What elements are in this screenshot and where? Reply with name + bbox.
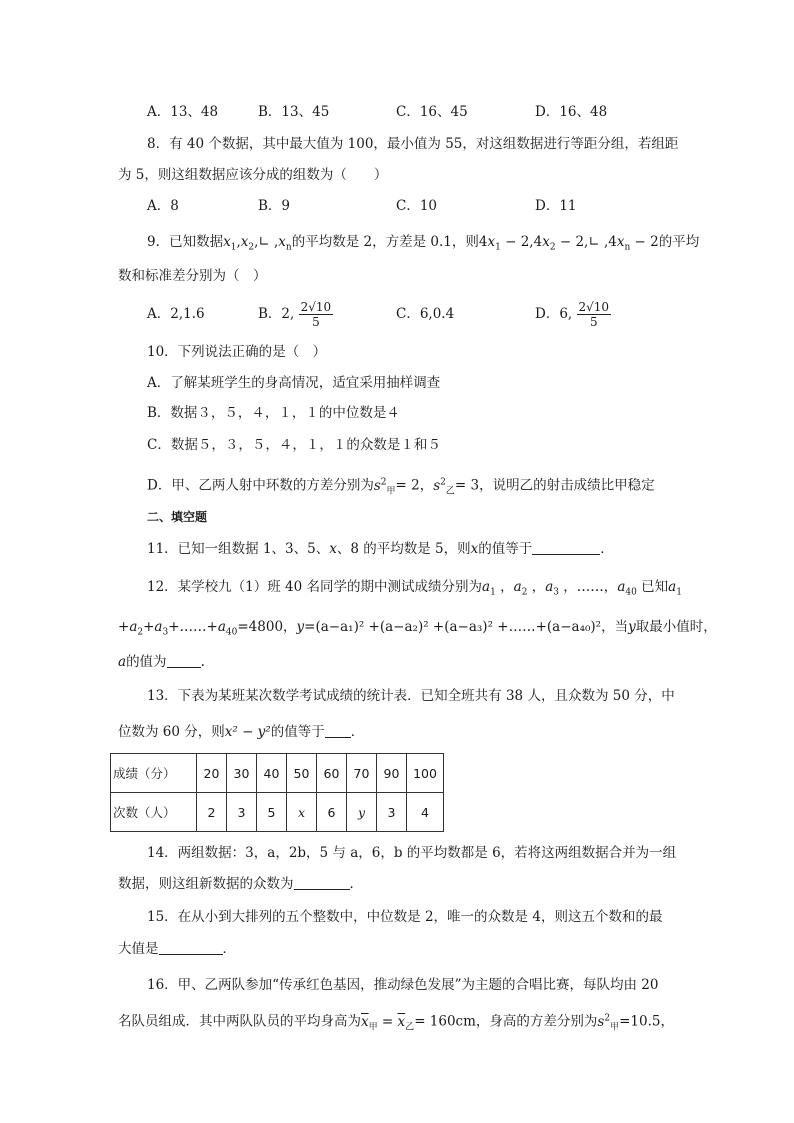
q14-stem-line1: 14．两组数据：3，a，2b，5 与 a，6，b 的平均数都是 6，若将这两组数据合并为一组 bbox=[147, 845, 677, 861]
q16-stem-line2 bbox=[118, 1008, 674, 1037]
q8-option-d: D．11 bbox=[535, 198, 577, 214]
q10-option-d bbox=[147, 472, 655, 501]
q9-prefix: 9．已知数据 bbox=[147, 234, 224, 250]
q9-option-b bbox=[258, 295, 333, 333]
q12-line1: 12．某学校九（1）班 40 名同学的期中测试成绩分别为 bbox=[147, 579, 483, 595]
table-cell: 30 bbox=[227, 754, 257, 793]
q12-answer-blank[interactable] bbox=[167, 653, 201, 668]
q15-line2: 大值是 bbox=[118, 941, 159, 957]
q15-stem-line2 bbox=[118, 939, 236, 959]
q9-suffix: 的平均 bbox=[658, 234, 700, 250]
q12-line3-post: 的值为 bbox=[126, 654, 167, 670]
q7-option-b: B．13、45 bbox=[258, 104, 330, 120]
q12-sum-dots: +……+ bbox=[168, 619, 218, 635]
q11-end: ． bbox=[600, 541, 614, 557]
q10-option-d-pre: D．甲、乙两人射中环数的方差分别为 bbox=[147, 477, 374, 494]
q9-option-d-fraction bbox=[577, 300, 612, 329]
q13-stem-line2 bbox=[118, 722, 364, 742]
q10-variance-jia: $s^2_甲$ bbox=[373, 477, 396, 497]
q8-stem-line2: 为 5，则这组数据应该分成的组数为（ ） bbox=[118, 167, 388, 183]
q12-stem-line3: a的值为 . bbox=[118, 654, 205, 670]
q9-option-a: A．2,1.6 bbox=[147, 306, 205, 322]
q10-stem: 10．下列说法正确的是（ ） bbox=[147, 344, 327, 360]
q14-stem-line2 bbox=[118, 874, 363, 894]
q13-score-table bbox=[110, 753, 444, 832]
q12-stem-line2: $+a_2+a_3+\dots\dots+a_{40}=4800$，y=(a−a₁)² +(a−a₂)² +(a−a₃)² +……+(a−a₄₀)²，当y取最小值时， bbox=[118, 619, 717, 638]
q9-option-b-denominator: 5 bbox=[312, 315, 320, 329]
q12-y-def: =(a−a₁)² +(a−a₂)² +(a−a₃)² +……+(a−a₄₀)²，当 bbox=[304, 619, 629, 635]
q13-line2-end: ． bbox=[350, 724, 365, 740]
q12-line3-end: . bbox=[200, 654, 205, 670]
q16-stem-line1: 16．甲、乙两队参加“传承红色基因，推动绿色发展”为主题的合唱比赛，每队均由 20 bbox=[147, 977, 659, 993]
q9-stem-line1 bbox=[147, 232, 699, 258]
q13-answer-blank[interactable] bbox=[325, 723, 351, 738]
table-cell: 4 bbox=[407, 793, 444, 832]
q16-mean-expression: $\overline{x}_甲 = \overline{x}_乙$ bbox=[361, 1013, 415, 1033]
q10-option-c: C．数据５，３，５，４，１，１的众数是１和５ bbox=[147, 437, 441, 453]
q15-line2-end: ． bbox=[222, 941, 236, 957]
q7-option-a: A．13、48 bbox=[147, 104, 219, 120]
table-cell: 3 bbox=[377, 793, 407, 832]
q10-variance-yi: $s^2_乙$ bbox=[433, 477, 455, 497]
q16-line2-eq: = 160cm，身高的方差分别为 bbox=[414, 1013, 598, 1030]
q11-var-x-2: x bbox=[470, 541, 479, 557]
table-cell: 5 bbox=[257, 793, 287, 832]
q9-transform-expression: $4x_1 - 2,4x_2$ − 2,∟ $,4x_n - 2$ bbox=[478, 234, 659, 253]
q8-option-b: B．9 bbox=[258, 198, 291, 214]
q9-option-d-numerator: 2√10 bbox=[578, 300, 610, 314]
q12-line2-end: 取最小值时， bbox=[635, 619, 717, 635]
q8-option-c: C．10 bbox=[396, 198, 438, 214]
q11-var-x: x bbox=[329, 541, 337, 557]
q9-option-d-denominator: 5 bbox=[589, 315, 598, 329]
q11-pre: 11．已知一组数据 1、3、5、 bbox=[147, 541, 330, 557]
q11-mid: 、8 的平均数是 5，则 bbox=[336, 541, 471, 557]
q16-line2-end: =10.5， bbox=[619, 1013, 674, 1030]
table-cell: 2 bbox=[197, 793, 227, 832]
q9-data-expression: $x_1,x_2,∟$ $,x_n$ bbox=[223, 234, 292, 253]
table-cell: 60 bbox=[317, 754, 347, 793]
q10-option-b: B．数据３，５，４，１，１的中位数是４ bbox=[147, 405, 400, 421]
q9-option-d-label: D．6, bbox=[535, 306, 573, 322]
table-row-header-count: 次数（人） bbox=[111, 793, 197, 832]
table-cell: y bbox=[347, 793, 377, 832]
q15-answer-blank[interactable] bbox=[159, 940, 223, 955]
table-row bbox=[111, 793, 444, 832]
table-row bbox=[111, 754, 444, 793]
q9-option-d bbox=[535, 295, 611, 333]
q9-option-c: C．6,0.4 bbox=[396, 306, 455, 322]
q13-stem-line1: 13．下表为某班某次数学考试成绩的统计表．已知全班共有 38 人，且众数为 50 分，中 bbox=[147, 688, 675, 704]
q9-option-b-fraction bbox=[299, 300, 334, 329]
table-cell: x bbox=[287, 793, 317, 832]
q14-line2-end: ． bbox=[349, 876, 363, 892]
q12-sum-eq: =4800， bbox=[237, 619, 297, 635]
table-cell: 20 bbox=[197, 754, 227, 793]
table-cell: 40 bbox=[257, 754, 287, 793]
q15-stem-line1: 15．在从小到大排列的五个整数中，中位数是 2，唯一的众数是 4，则这五个数和的最 bbox=[147, 909, 663, 925]
table-cell: 100 bbox=[407, 754, 444, 793]
q11-stem bbox=[147, 539, 614, 559]
q9-mid: 的平均数是 2，方差是 0.1，则 bbox=[291, 234, 479, 250]
q11-answer-blank[interactable] bbox=[532, 540, 600, 555]
table-cell: 3 bbox=[227, 793, 257, 832]
table-cell: 50 bbox=[287, 754, 317, 793]
q11-post: 的值等于 bbox=[478, 541, 533, 557]
q8-stem-line1: 8．有 40 个数据，其中最大值为 100，最小值为 55，对这组数据进行等距分组，若组距 bbox=[147, 136, 679, 152]
q14-line2: 数据，则这组新数据的众数为 bbox=[118, 876, 294, 892]
q16-line2-pre: 名队员组成．其中两队队员的平均身高为 bbox=[118, 1013, 361, 1030]
table-cell: 6 bbox=[317, 793, 347, 832]
q8-option-a: A．8 bbox=[147, 198, 179, 214]
q10-option-a: A．了解某班学生的身高情况，适宜采用抽样调查 bbox=[147, 375, 441, 391]
q12-sequence: $a_1$ ，$a_2$ ，$a_3$ ，……，$a_{40}$ bbox=[482, 579, 637, 598]
q12-sum-terms: $+a_2+a_3$ bbox=[118, 619, 169, 638]
section-title-fill-in: 二、填空题 bbox=[147, 510, 208, 524]
q10-option-d-jia: = 2， bbox=[395, 477, 434, 494]
q13-expression: x² − y² bbox=[224, 724, 271, 740]
q9-stem-line2: 数和标准差分别为（ ） bbox=[118, 268, 267, 284]
q12-line1-end: 已知 bbox=[641, 579, 669, 595]
q9-option-b-numerator: 2√10 bbox=[300, 300, 332, 314]
q16-variance-jia: $s^2_甲$ bbox=[597, 1013, 620, 1033]
q13-line2-pre: 位数为 60 分，则 bbox=[118, 724, 225, 740]
q7-option-d: D．16、48 bbox=[535, 104, 608, 120]
table-cell: 90 bbox=[377, 754, 407, 793]
q13-line2-post: 的值等于 bbox=[270, 724, 325, 740]
table-cell: 70 bbox=[347, 754, 377, 793]
q14-answer-blank[interactable] bbox=[294, 875, 350, 890]
q7-option-c: C．16、45 bbox=[396, 104, 468, 120]
q9-option-b-label: B．2, bbox=[258, 306, 295, 322]
q10-option-d-yi: = 3，说明乙的射击成绩比甲稳定 bbox=[454, 477, 655, 494]
q12-stem-line1: 12．某学校九（1）班 40 名同学的期中测试成绩分别为$a_1$ ，$a_2$ ，$a_3$ ，……，$a_{40}$ 已知$a_1$ bbox=[147, 579, 682, 598]
table-row-header-score: 成绩（分） bbox=[111, 754, 197, 793]
